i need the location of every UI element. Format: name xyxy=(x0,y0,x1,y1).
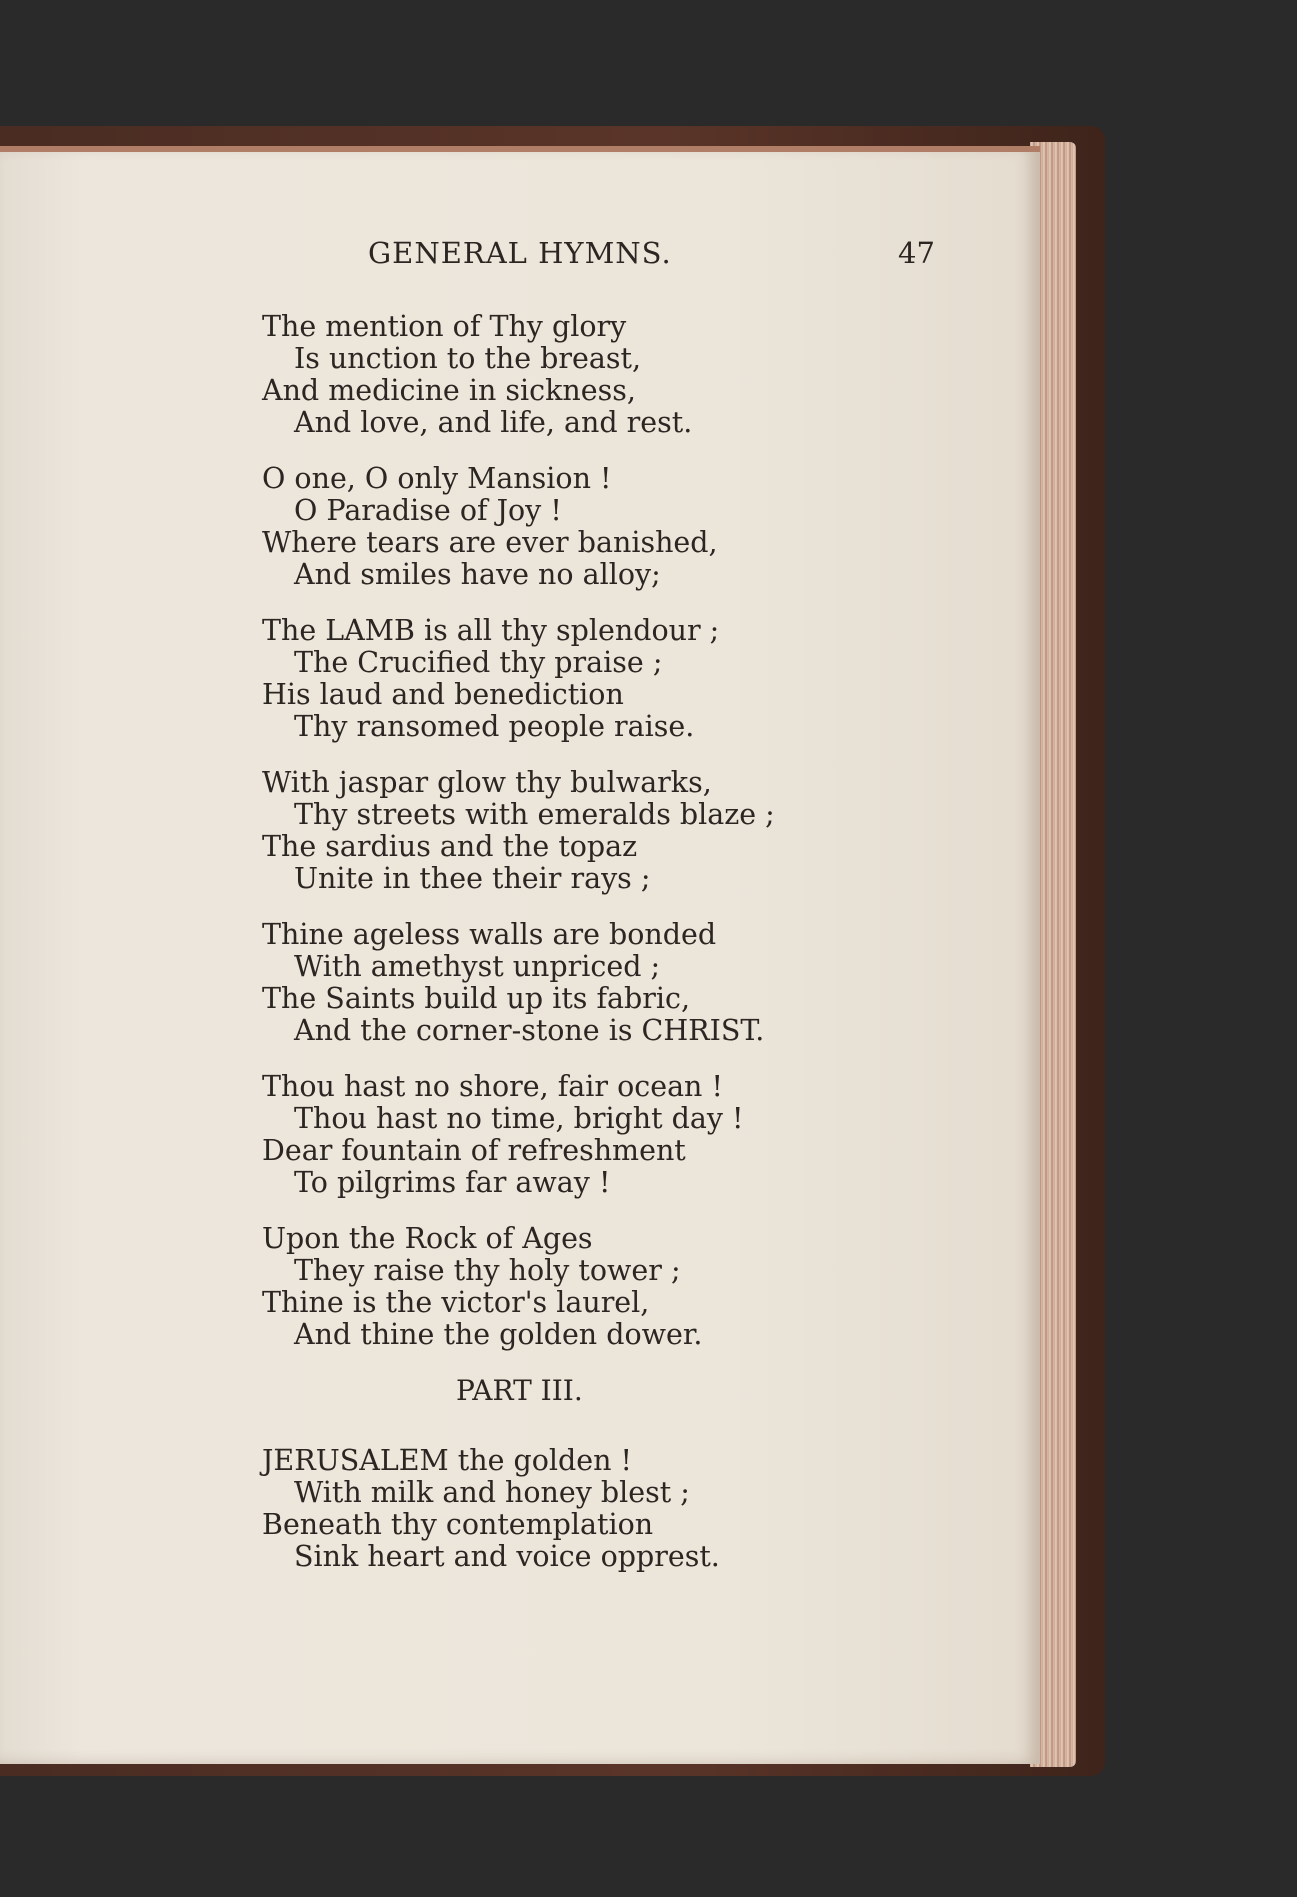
verse-line: The mention of Thy glory xyxy=(262,310,627,343)
stanza xyxy=(262,919,922,1047)
verse-line: Upon the Rock of Ages xyxy=(262,1222,593,1255)
part-heading: PART III. xyxy=(456,1374,583,1407)
stanza xyxy=(262,463,922,591)
running-title: GENERAL HYMNS. xyxy=(368,236,672,270)
verse-line: To pilgrims far away ! xyxy=(294,1166,611,1199)
stanza xyxy=(262,1223,922,1351)
verse-line: With amethyst unpriced ; xyxy=(294,950,661,983)
verse-line: And love, and life, and rest. xyxy=(294,406,693,439)
verse-line: JERUSALEM the golden ! xyxy=(262,1444,633,1477)
verse-line: His laud and benediction xyxy=(262,678,624,711)
stanza xyxy=(262,1071,922,1199)
hymn-text xyxy=(262,311,922,1597)
book-page xyxy=(0,146,1040,1764)
stanzas-part-iii xyxy=(262,1445,922,1573)
verse-line: With milk and honey blest ; xyxy=(294,1476,690,1509)
stanza xyxy=(262,311,922,439)
verse-line: Thou hast no time, bright day ! xyxy=(294,1102,744,1135)
verse-line: And the corner-stone is CHRIST. xyxy=(294,1014,765,1047)
verse-line: Dear fountain of refreshment xyxy=(262,1134,686,1167)
stanza xyxy=(262,1445,922,1573)
verse-line: And medicine in sickness, xyxy=(262,374,636,407)
verse-line: And thine the golden dower. xyxy=(294,1318,703,1351)
verse-line: The Crucified thy praise ; xyxy=(294,646,663,679)
verse-line: The sardius and the topaz xyxy=(262,830,638,863)
verse-line: O one, O only Mansion ! xyxy=(262,462,612,495)
verse-line: And smiles have no alloy; xyxy=(294,558,661,591)
verse-line: The Saints build up its fabric, xyxy=(262,982,691,1015)
stanza xyxy=(262,615,922,743)
verse-line: Thine ageless walls are bonded xyxy=(262,918,717,951)
verse-line: Beneath thy contemplation xyxy=(262,1508,654,1541)
verse-line: With jaspar glow thy bulwarks, xyxy=(262,766,712,799)
verse-line: Thy ransomed people raise. xyxy=(294,710,695,743)
verse-line: Is unction to the breast, xyxy=(294,342,642,375)
stanzas-part-ii xyxy=(262,311,922,1351)
verse-line: Unite in thee their rays ; xyxy=(294,862,651,895)
verse-line: Sink heart and voice opprest. xyxy=(294,1540,720,1573)
verse-line: They raise thy holy tower ; xyxy=(294,1254,681,1287)
verse-line: O Paradise of Joy ! xyxy=(294,494,562,527)
verse-line: The LAMB is all thy splendour ; xyxy=(262,614,720,647)
stanza xyxy=(262,767,922,895)
verse-line: Where tears are ever banished, xyxy=(262,526,718,559)
page-number: 47 xyxy=(898,236,935,270)
verse-line: Thou hast no shore, fair ocean ! xyxy=(262,1070,723,1103)
running-header xyxy=(0,236,1040,276)
verse-line: Thine is the victor's laurel, xyxy=(262,1286,650,1319)
verse-line: Thy streets with emeralds blaze ; xyxy=(294,798,775,831)
